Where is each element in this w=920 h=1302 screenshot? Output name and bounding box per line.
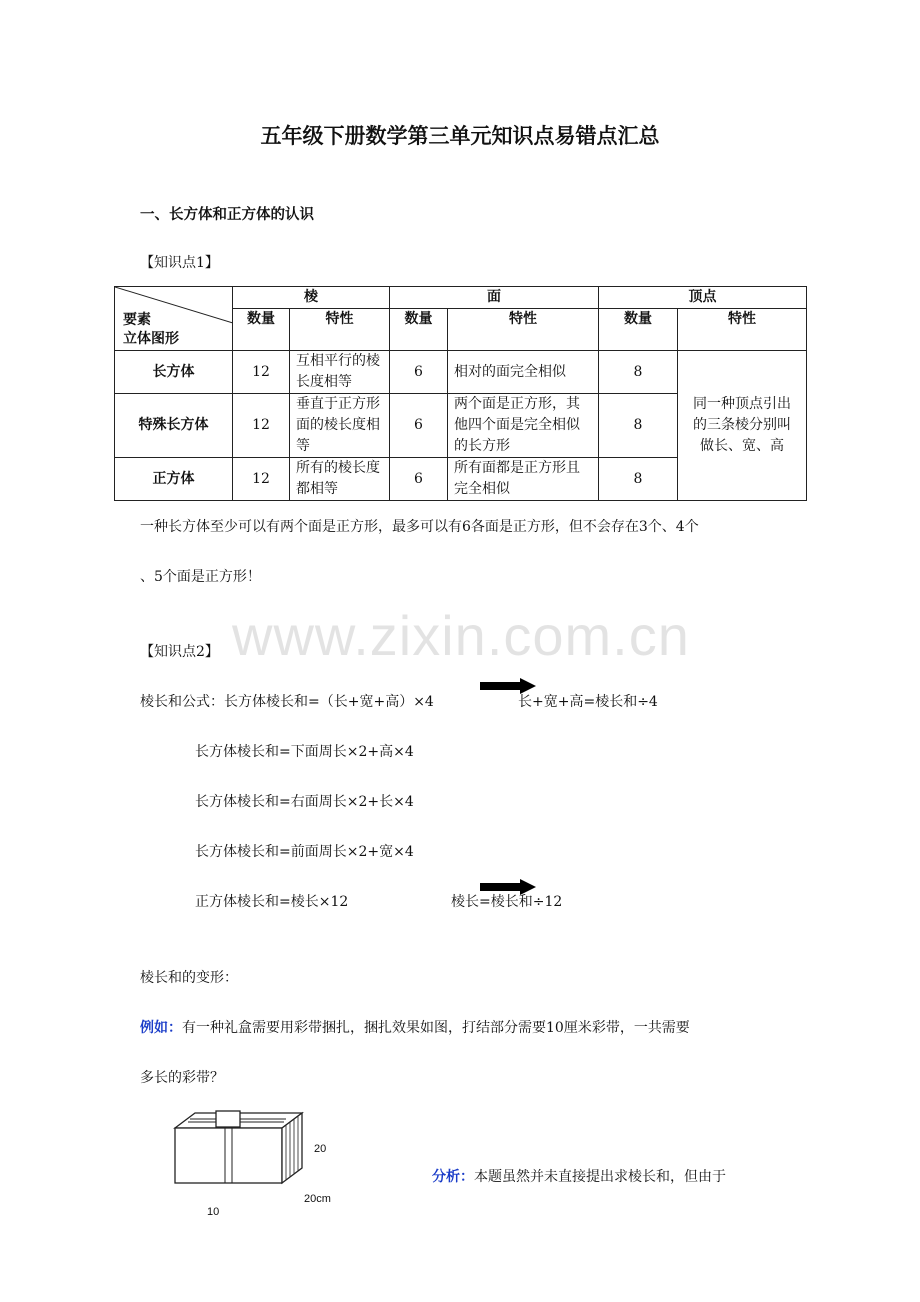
row-name: 长方体	[115, 351, 233, 394]
subheader: 特性	[678, 309, 807, 351]
group-header-vertices: 顶点	[599, 287, 807, 309]
dimension-label: 10	[207, 1206, 220, 1218]
note-line-1: 一种长方体至少可以有两个面是正方形，最多可以有6各面是正方形，但不会存在3个、4个	[140, 519, 699, 535]
face-property: 所有面都是正方形且完全相似	[448, 458, 599, 501]
row-name: 正方体	[115, 458, 233, 501]
vertex-count: 8	[599, 351, 678, 394]
vertex-count: 8	[599, 458, 678, 501]
analysis-text: 本题虽然并未直接提出求棱长和，但由于	[474, 1169, 726, 1185]
vertex-count: 8	[599, 394, 678, 458]
subheader: 特性	[448, 309, 599, 351]
edge-property: 垂直于正方形面的棱长度相等	[290, 394, 390, 458]
diag-bottom-label: 立体图形	[123, 331, 179, 347]
section-heading: 一、长方体和正方体的认识	[140, 207, 314, 223]
example-label: 例如：	[140, 1020, 182, 1036]
subheader: 特性	[290, 309, 390, 351]
subheader: 数量	[599, 309, 678, 351]
row-name: 特殊长方体	[115, 394, 233, 458]
page-title: 五年级下册数学第三单元知识点易错点汇总	[260, 124, 660, 148]
subheader: 数量	[233, 309, 290, 351]
face-count: 6	[390, 351, 448, 394]
vertex-property: 同一种顶点引出的三条棱分别叫做长、宽、高	[678, 351, 807, 501]
knowledge-point-label: 【知识点1】	[140, 255, 219, 271]
knowledge-point-label: 【知识点2】	[140, 644, 219, 660]
formula-perimeter: 棱长和公式：长方体棱长和=（长+宽+高）×4	[140, 694, 434, 710]
face-count: 6	[390, 394, 448, 458]
edge-count: 12	[233, 394, 290, 458]
edge-count: 12	[233, 458, 290, 501]
formula-edge-length: 棱长=棱长和÷12	[451, 894, 563, 910]
diag-top-label: 要素	[123, 312, 151, 328]
deformation-title: 棱长和的变形：	[140, 970, 238, 986]
gift-box-figure	[170, 1108, 310, 1188]
properties-table	[114, 286, 807, 501]
edge-property: 所有的棱长度都相等	[290, 458, 390, 501]
group-header-faces: 面	[390, 287, 599, 309]
note-line-2: 、5个面是正方形！	[140, 569, 261, 585]
face-property: 两个面是正方形，其他四个面是完全相似的长方形	[448, 394, 599, 458]
subheader: 数量	[390, 309, 448, 351]
example-text-2: 多长的彩带？	[140, 1070, 224, 1086]
formula-front-face: 长方体棱长和=前面周长×2+宽×4	[195, 844, 414, 860]
diagonal-header-cell	[115, 287, 233, 351]
formula-sum: 长+宽+高=棱长和÷4	[518, 694, 658, 710]
dimension-label: 20	[314, 1143, 327, 1155]
example-text: 有一种礼盒需要用彩带捆扎，捆扎效果如图，打结部分需要10厘米彩带，一共需要	[182, 1020, 690, 1036]
analysis-label: 分析：	[432, 1169, 474, 1185]
edge-count: 12	[233, 351, 290, 394]
edge-property: 互相平行的棱长度相等	[290, 351, 390, 394]
table-row	[115, 351, 807, 394]
formula-bottom-face: 长方体棱长和=下面周长×2+高×4	[195, 744, 414, 760]
face-property: 相对的面完全相似	[448, 351, 599, 394]
group-header-edges: 棱	[233, 287, 390, 309]
watermark: www.zixin.com.cn	[232, 604, 690, 667]
formula-cube: 正方体棱长和=棱长×12	[195, 894, 349, 910]
formula-right-face: 长方体棱长和=右面周长×2+长×4	[195, 794, 414, 810]
dimension-label: 20cm	[304, 1193, 331, 1205]
face-count: 6	[390, 458, 448, 501]
